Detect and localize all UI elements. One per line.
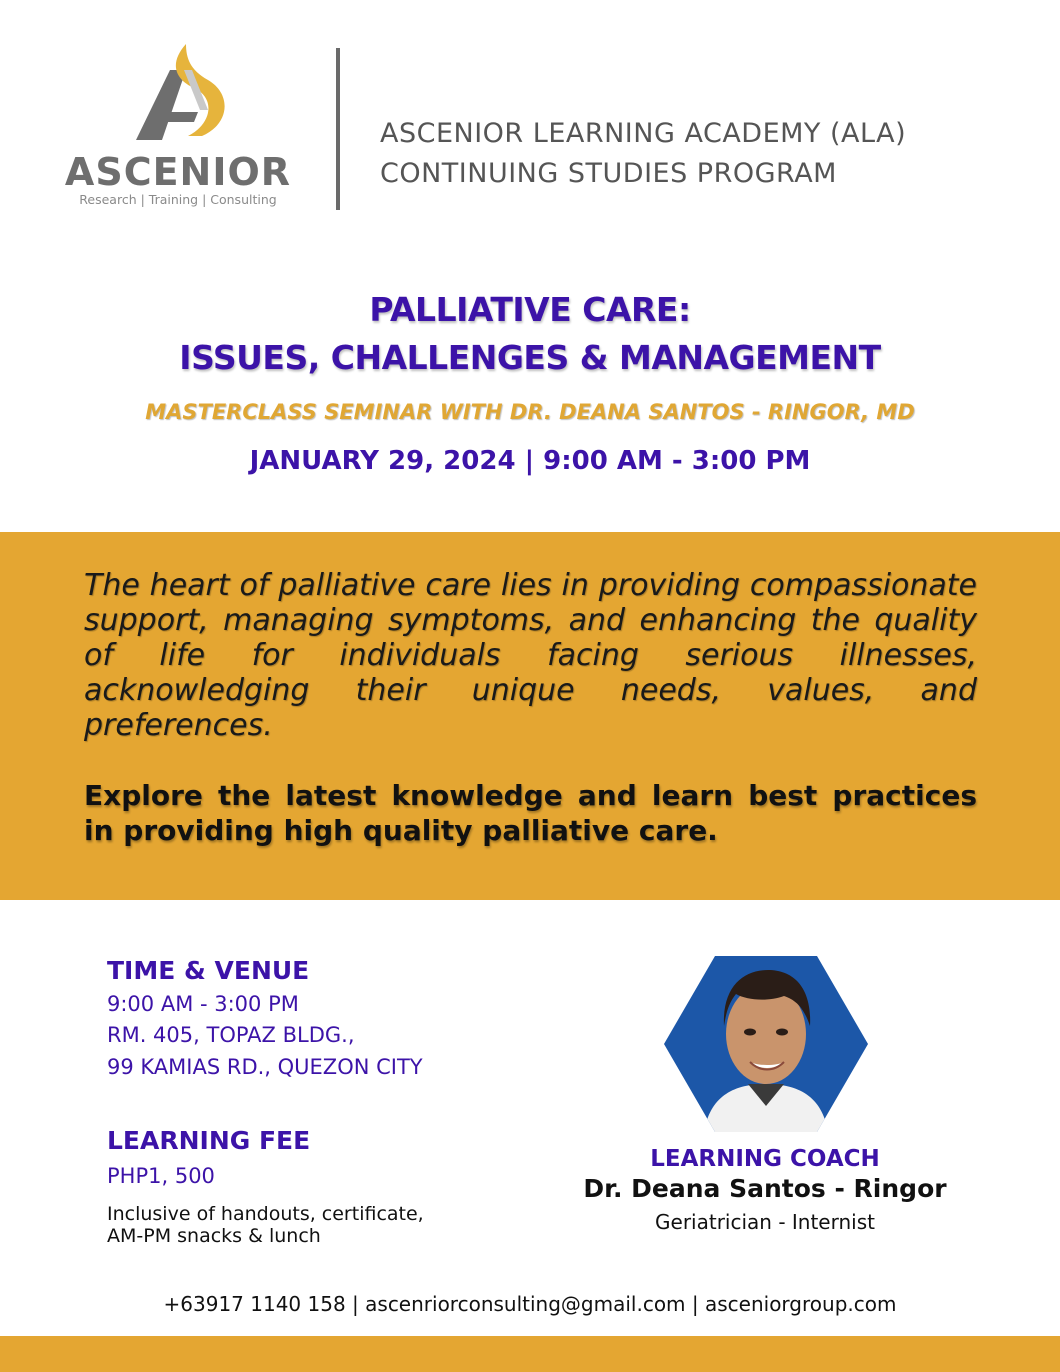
time-venue-line2: 99 KAMIAS RD., QUEZON CITY (107, 1055, 423, 1079)
call-to-action: Explore the latest knowledge and learn best practices in providing high quality palliative care. (84, 779, 977, 847)
ascenior-logo-mark-icon (128, 40, 238, 145)
program-header-line2: CONTINUING STUDIES PROGRAM (380, 158, 837, 189)
time-venue-time: 9:00 AM - 3:00 PM (107, 992, 299, 1016)
coach-name: Dr. Deana Santos - Ringor (583, 1174, 947, 1203)
highlight-quote: The heart of palliative care lies in providing compassionate support, managing symptoms, and enhancing the quality of life for individuals facing serious illnesses, acknowledging their unique needs, values, and preferences. (84, 568, 977, 743)
program-header (380, 114, 906, 194)
event-title-line1: PALLIATIVE CARE: (369, 290, 691, 329)
learning-fee-heading: LEARNING FEE (107, 1126, 311, 1155)
time-venue-line1: RM. 405, TOPAZ BLDG., (107, 1023, 355, 1047)
coach-label: LEARNING COACH (650, 1146, 880, 1172)
event-date-time: JANUARY 29, 2024 | 9:00 AM - 3:00 PM (249, 446, 811, 476)
header-divider (336, 48, 340, 210)
ascenior-logo (58, 40, 298, 215)
learning-fee-amount: PHP1, 500 (107, 1164, 215, 1188)
event-subtitle: MASTERCLASS SEMINAR WITH DR. DEANA SANTOS - RINGOR, MD (145, 400, 915, 424)
learning-fee-note-line1: Inclusive of handouts, certificate, (107, 1203, 424, 1225)
learning-fee-note-line2: AM-PM snacks & lunch (107, 1225, 321, 1247)
contact-info: +63917 1140 158 | ascenriorconsulting@gmail.com | asceniorgroup.com (163, 1292, 897, 1316)
program-header-line1: ASCENIOR LEARNING ACADEMY (ALA) (380, 118, 907, 149)
learning-fee-note (107, 1203, 424, 1247)
logo-wordmark: ASCENIOR (64, 150, 292, 194)
time-venue-heading: TIME & VENUE (107, 956, 310, 985)
footer-band (0, 1336, 1060, 1372)
coach-photo-frame (664, 956, 868, 1132)
coach-role: Geriatrician - Internist (655, 1210, 875, 1234)
coach-portrait-icon (664, 956, 868, 1132)
logo-tagline: Research | Training | Consulting (79, 192, 277, 207)
event-title-line2: ISSUES, CHALLENGES & MANAGEMENT (179, 338, 881, 377)
